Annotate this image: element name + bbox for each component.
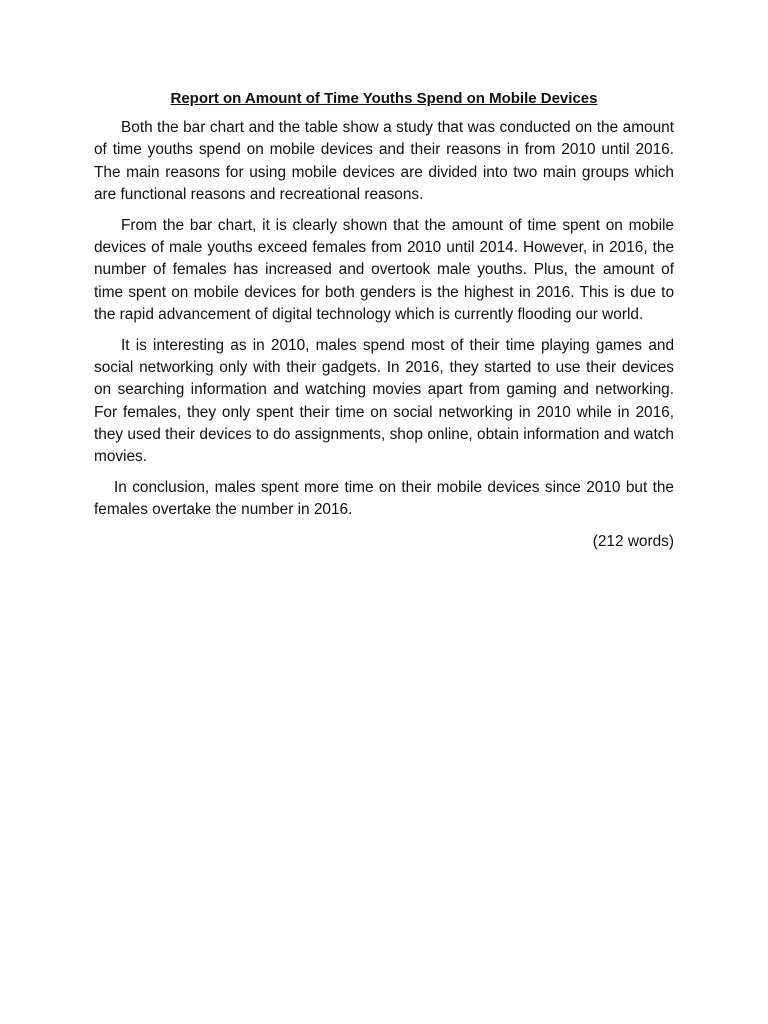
document-title: Report on Amount of Time Youths Spend on Mobile Devices [170,90,598,107]
paragraph-table-analysis: It is interesting as in 2010, males spend most of their time playing games and social networking only with their gadgets. In 2016, they started to use their devices on searching information and watching movies apart from gaming and networking. For females, they only spent their time on social networking in 2010 while in 2016, they used their devices to do assignments, shop online, obtain information and watch movies. [94,337,674,466]
document-page [94,88,674,553]
paragraph-bar-chart-analysis: From the bar chart, it is clearly shown that the amount of time spent on mobile devices of male youths exceed females from 2010 until 2014. However, in 2016, the number of females has increased and overtook male youths. Plus, the amount of time spent on mobile devices for both genders is the highest in 2016. This is due to the rapid advancement of digital technology which is currently flooding our world. [94,217,674,323]
paragraph-introduction: Both the bar chart and the table show a study that was conducted on the amount of time youths spend on mobile devices and their reasons in from 2010 until 2016. The main reasons for using mobile devices are divided into two main groups which are functional reasons and recreational reasons. [94,119,674,203]
word-count: (212 words) [592,532,674,550]
paragraph-conclusion: In conclusion, males spent more time on their mobile devices since 2010 but the females overtake the number in 2016. [94,479,674,519]
